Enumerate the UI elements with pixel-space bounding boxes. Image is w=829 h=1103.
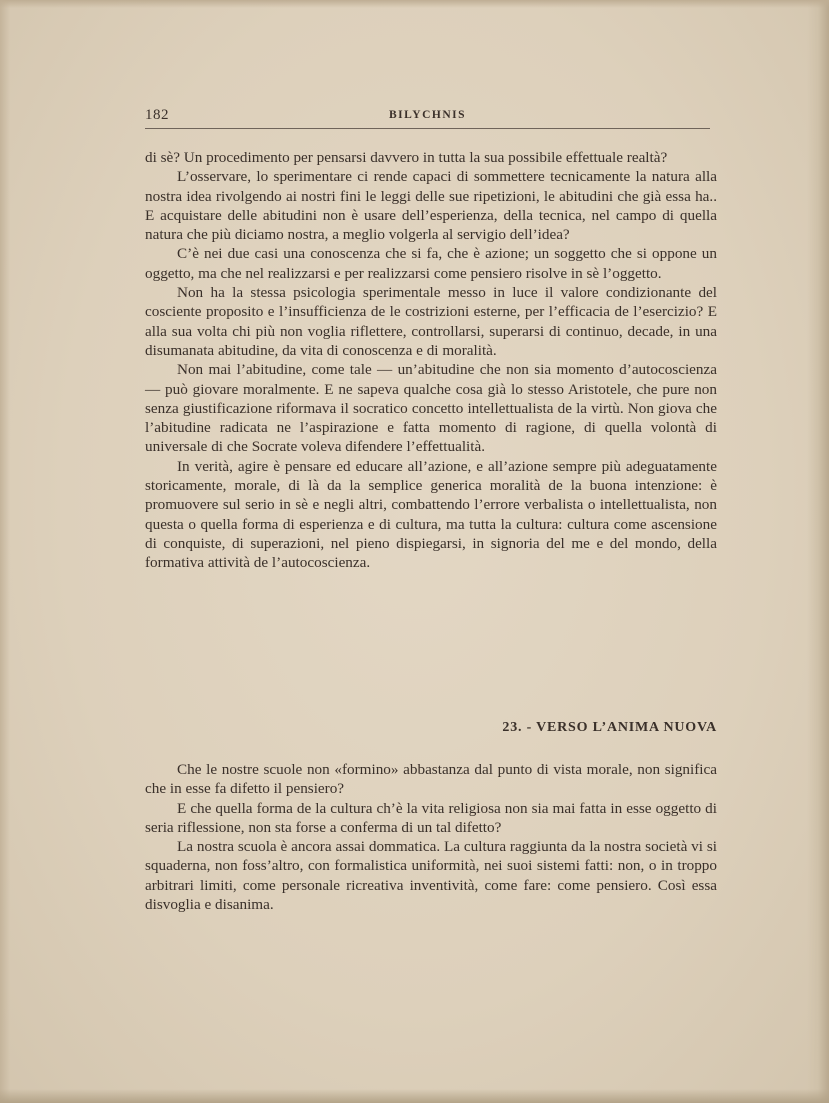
paragraph: di sè? Un procedimento per pensarsi davvero in tutta la sua possibile effettuale realtà? — [145, 149, 668, 166]
paragraph: C’è nei due casi una conoscenza che si fa, che è azione; un soggetto che si oppone un oggetto, ma che nel realizzarsi e per realizzarsi come pensiero risolve in sè l’oggetto. — [145, 245, 717, 282]
page-edge-bottom — [0, 1089, 829, 1103]
paragraph: E che quella forma de la cultura ch’è la vita religiosa non sia mai fatta in esse oggetto di seria riflessione, non sta forse a conferma di un tal difetto? — [145, 799, 717, 836]
page-edge-top — [0, 0, 829, 8]
page-header — [145, 107, 710, 129]
paragraph: Che le nostre scuole non «formino» abbastanza dal punto di vista morale, non significa che in esse fa difetto il pensiero? — [145, 761, 717, 798]
running-title: BILYCHNIS — [389, 109, 466, 121]
paragraph: L’osservare, lo sperimentare ci rende capaci di sommettere tecnicamente la natura alla nostra idea rivolgendo ai nostri fini le leggi delle sue ripetizioni, le abitudini che già essa ha.. E acquistare delle abitudini non è usare dell’esperienza, della tecnica, nel campo di quella natura che più diciamo nostra, a meglio volgerla al servigio dell’idea? — [145, 168, 717, 244]
paragraph: In verità, agire è pensare ed educare all’azione, e all’azione sempre più adeguatamente storicamente, morale, di là da la semplice generica moralità de la buona intenzione: è promuovere sul serio in sè e negli altri, combattendo l’errore verbalista o intellettualista, non questa o quella forma di esperienza e di cultura, ma tutta la cultura: cultura come ascensione di conquiste, di superazioni, nel pieno dispiegarsi, in signoria del me e del mondo, della formativa attività de l’autocoscienza. — [145, 457, 717, 572]
page-edge-left — [0, 0, 10, 1103]
page-number: 182 — [145, 107, 169, 123]
body-text-section-2 — [145, 760, 717, 914]
paragraph: La nostra scuola è ancora assai dommatica. La cultura raggiunta da la nostra società vi si squaderna, non foss’altro, con formalistica uniformità, nei suoi sistemi fatti: non, o in troppo arbitrari limiti, come personale ricreativa inventività, come fare: come pensiero. Così essa disvoglia e disanima. — [145, 838, 717, 914]
page-edge-right — [807, 0, 829, 1103]
body-text-section-1 — [145, 148, 717, 573]
section-heading: 23. - VERSO L’ANIMA NUOVA — [502, 720, 717, 735]
paragraph: Non ha la stessa psicologia sperimentale messo in luce il valore condizionante del cosciente proposito e l’insufficienza de le costrizioni esterne, per l’efficacia de l’esercizio? E alla sua volta chi più non voglia riflettere, controllarsi, superarsi di continuo, decade, in una disumanata abitudine, da vita di conoscenza e di moralità. — [145, 284, 717, 359]
paragraph: Non mai l’abitudine, come tale — un’abitudine che non sia momento d’autocoscienza — può giovare moralmente. E ne sapeva qualche cosa già lo stesso Aristotele, che pure non senza giustificazione riformava il socratico concetto intellettualista de la virtù. Non giova che l’abitudine radicata ne l’aspirazione e fatta momento di ragione, di quella volontà di universale di che Socrate voleva difendere l’effettualità. — [145, 361, 717, 456]
header-rule — [145, 128, 710, 129]
